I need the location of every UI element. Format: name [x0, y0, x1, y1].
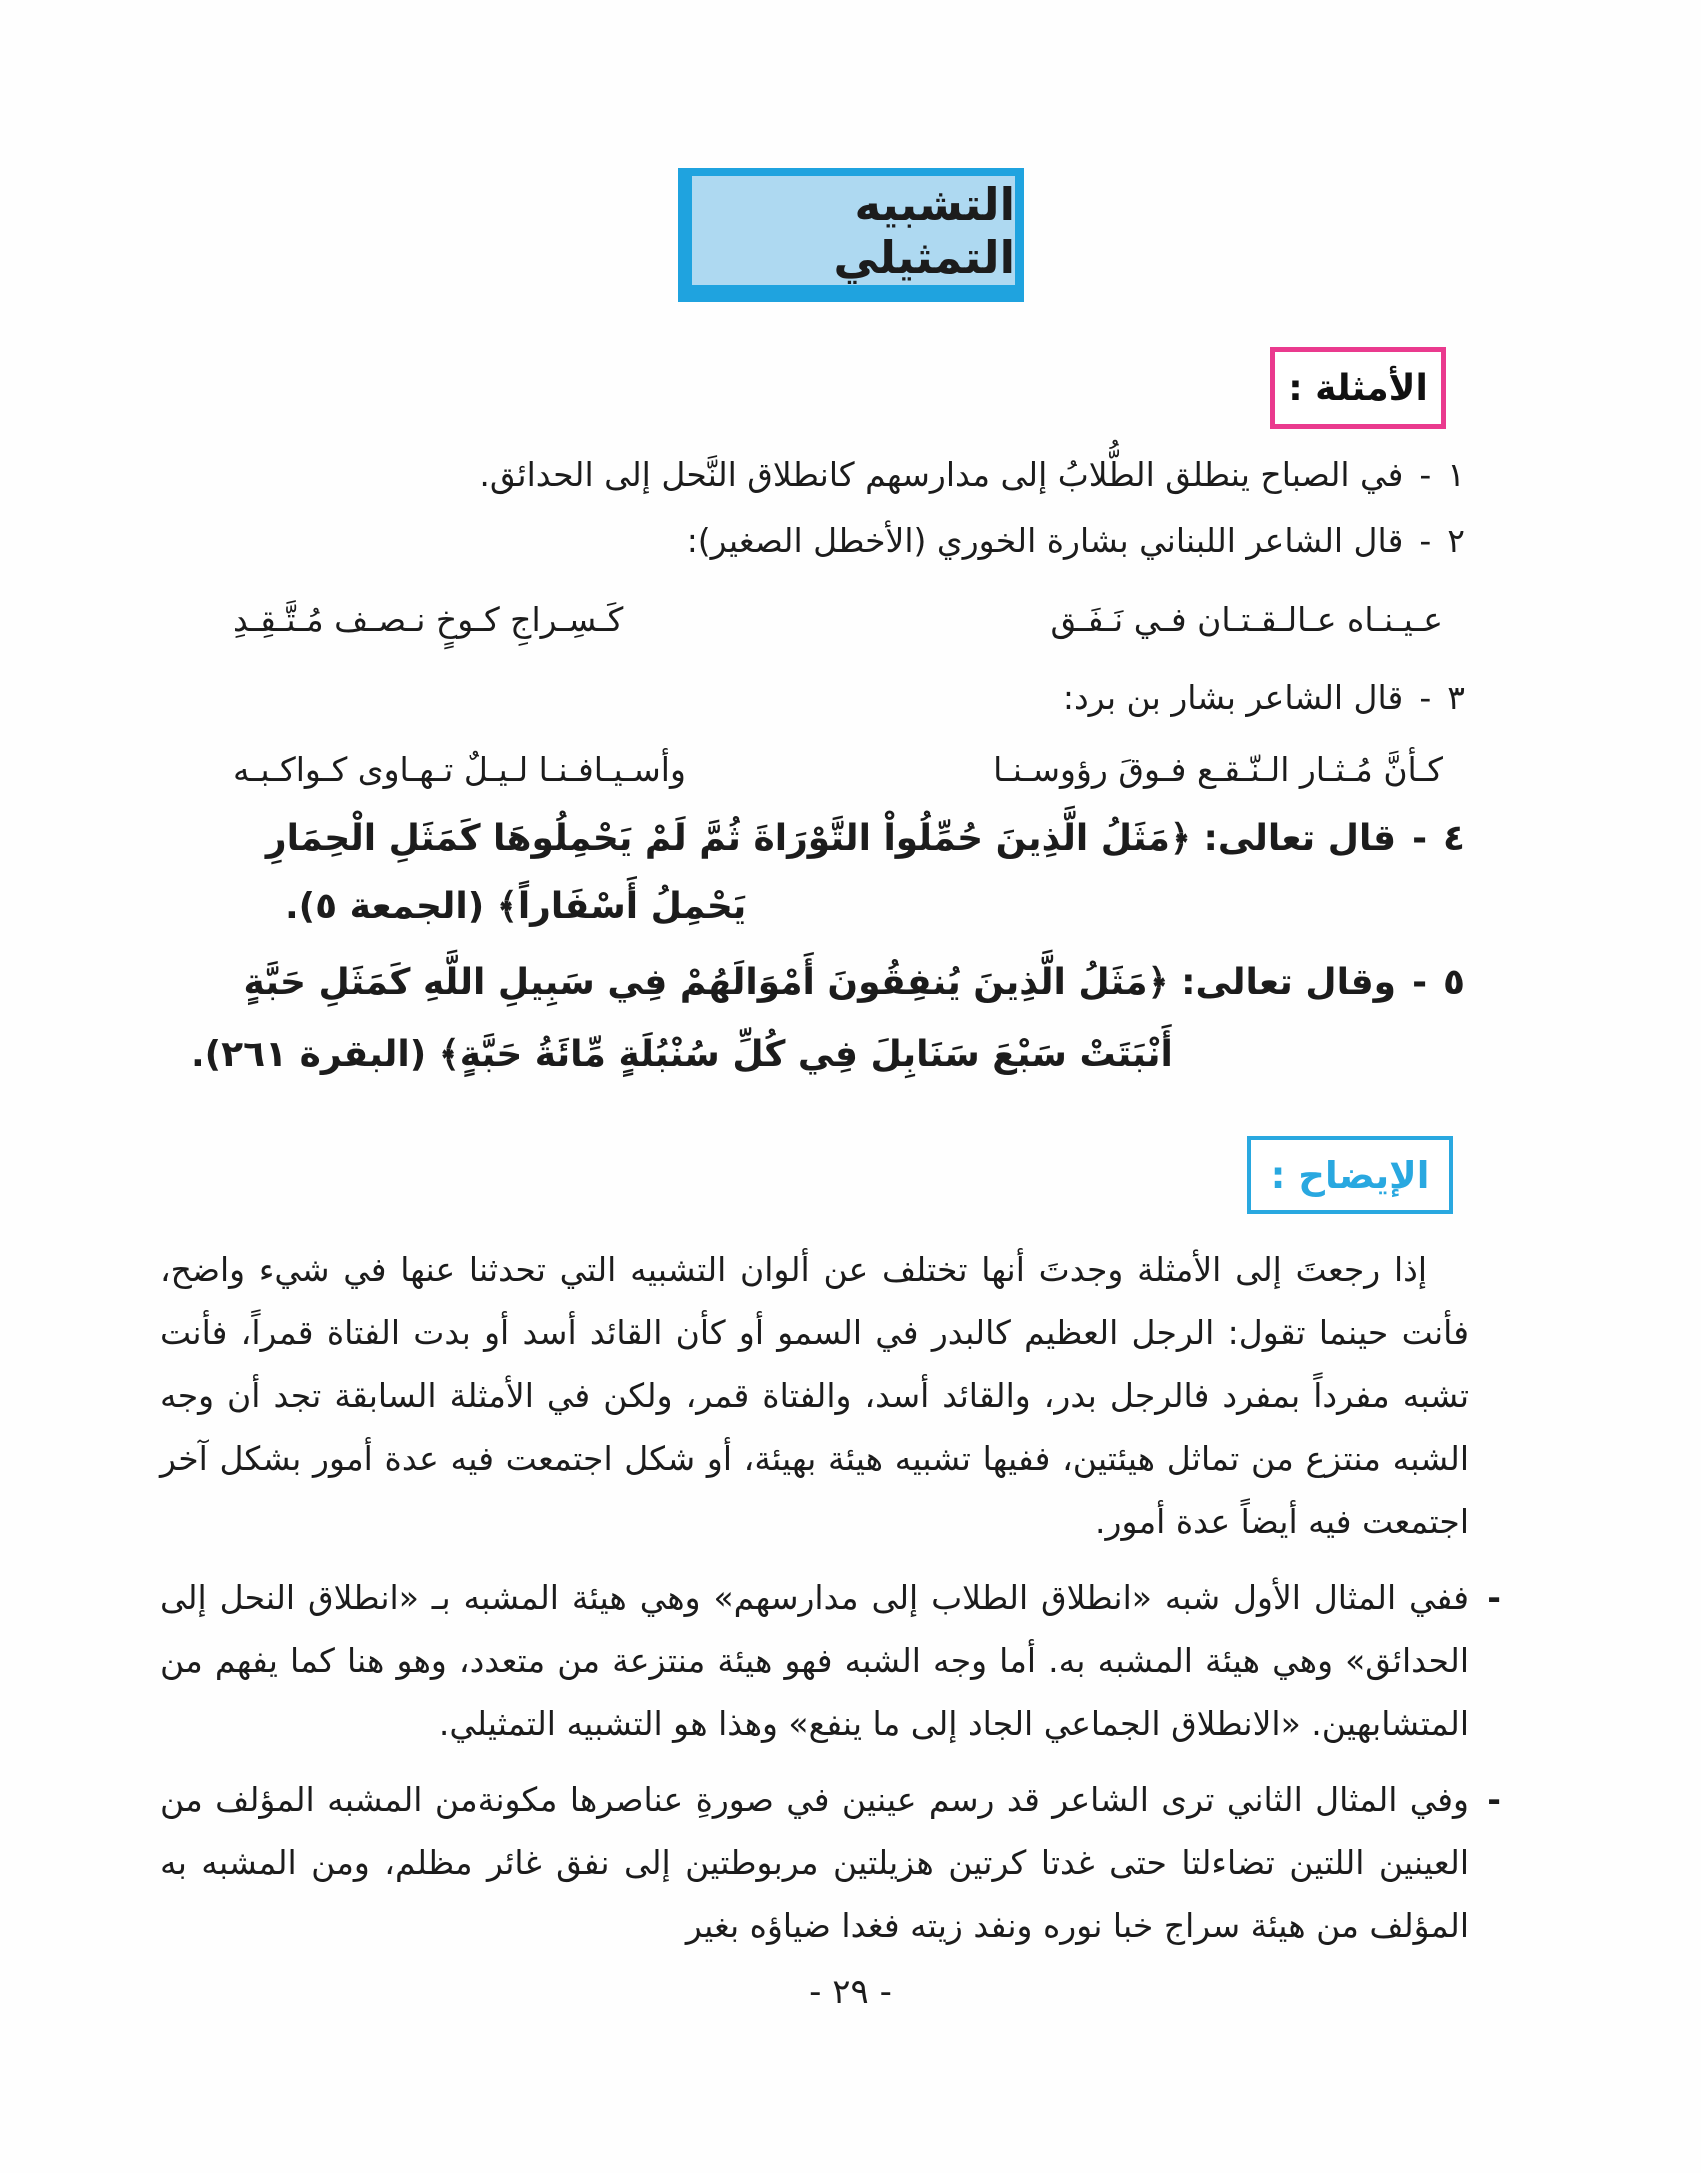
verse-2-left-hemistich: وأسـيـافـنـا لـيـلٌ تـهـاوى كـواكـبـه [233, 750, 686, 789]
clarification-paragraph: إذا رجعتَ إلى الأمثلة وجدتَ أنها تختلف عن ألوان التشبيه التي تحدثنا عنها في شيء واضح، فأنت حينما تقول: الرجل العظيم كالبدر في السمو أو كأن القائد أسد أو بدت الفتاة قمراً، فأنت تشبه مفرداً بمفرد فالرجل بدر، والقائد أسد، والفتاة قمر، ولكن في الأمثلة السابقة تجد أن وجه الشبه منتزع من تماثل هيئتين، ففيها تشبيه هيئة بهيئة، أو شكل اجتمعت فيه عدة أمور بشكل آخر اجتمعت فيه أيضاً عدة أمور. [160, 1250, 1469, 1541]
clarification-heading: الإيضاح : [1270, 1153, 1430, 1197]
item-dash: - [1419, 455, 1432, 494]
item-number: ٢ [1447, 521, 1465, 560]
item-number: ٣ [1447, 678, 1465, 717]
example-item-5 [185, 962, 1465, 1003]
quran-verse-text: وقال تعالى: ﴿مَثَلُ الَّذِينَ يُنفِقُونَ أَمْوَالَهُمْ فِي سَبِيلِ اللَّهِ كَمَثَلِ حَبَّةٍ [243, 962, 1397, 1003]
examples-heading-box [1270, 347, 1446, 429]
verse-1 [233, 600, 1443, 639]
bullet-item-2 [160, 1768, 1501, 1957]
example-item-1 [185, 455, 1465, 494]
bullet-dash-icon: - [1487, 1780, 1501, 1819]
item-text: قال الشاعر اللبناني بشارة الخوري (الأخطل الصغير): [686, 521, 1404, 560]
example-item-2 [185, 521, 1465, 560]
bullet-text: وفي المثال الثاني ترى الشاعر قد رسم عينين في صورةِ عناصرها مكونةمن المشبه المؤلف من العينين اللتين تضاءلتا حتى غدتا كرتين هزيلتين مربوطتين إلى نفق غائر مظلم، ومن المشبه به المؤلف من هيئة سراج خبا نوره ونفد زيته فغدا ضياؤه بغير [160, 1780, 1469, 1945]
example-item-4-continuation: يَحْمِلُ أَسْفَاراً﴾ (الجمعة ٥). [285, 886, 747, 927]
verse-2 [233, 750, 1443, 789]
chapter-title-box [678, 168, 1024, 302]
clarification-heading-box [1247, 1136, 1453, 1214]
example-item-3 [185, 678, 1465, 717]
example-item-5-continuation: أَنْبَتَتْ سَبْعَ سَنَابِلَ فِي كُلِّ سُنْبُلَةٍ مِّائَةُ حَبَّةٍ﴾ (البقرة ٢٦١). [191, 1034, 1173, 1075]
verse-1-left-hemistich: كَـسِـراجِ كـوخٍ نـصـف مُـتَّـقِـدِ [233, 600, 624, 639]
page-number: - ٢٩ - [809, 1972, 892, 2012]
chapter-title: التشبيه التمثيلي [833, 177, 1015, 284]
quran-verse-text: قال تعالى: ﴿مَثَلُ الَّذِينَ حُمِّلُواْ التَّوْرَاةَ ثُمَّ لَمْ يَحْمِلُوهَا كَمَثَلِ الْحِمَارِ [265, 818, 1397, 859]
example-item-4 [185, 818, 1465, 859]
item-dash: - [1419, 521, 1432, 560]
item-text: قال الشاعر بشار بن برد: [1062, 678, 1404, 717]
item-dash: - [1412, 962, 1428, 1003]
item-text: في الصباح ينطلق الطُّلابُ إلى مدارسهم كانطلاق النَّحل إلى الحدائق. [479, 455, 1404, 494]
item-dash: - [1412, 818, 1428, 859]
item-number: ٥ [1443, 962, 1465, 1003]
verse-1-right-hemistich: عـيـنـاه عـالـقـتـان فـي نَـفَـق [1050, 600, 1443, 639]
item-dash: - [1419, 678, 1432, 717]
item-number: ٤ [1443, 818, 1465, 859]
clarification-body [160, 1238, 1501, 1957]
examples-heading: الأمثلة : [1288, 367, 1428, 409]
bullet-item-1 [160, 1566, 1501, 1755]
verse-2-right-hemistich: كـأنَّ مُـثـار الـنّـقـع فـوقَ رؤوسـنـا [993, 750, 1443, 789]
bullet-text: ففي المثال الأول شبه «انطلاق الطلاب إلى مدارسهم» وهي هيئة المشبه بـ «انطلاق النحل إلى الحدائق» وهي هيئة المشبه به. أما وجه الشبه فهو هيئة منتزعة من متعدد، وهو هنا كما يفهم من المتشابهين. «الانطلاق الجماعي الجاد إلى ما ينفع» وهذا هو التشبيه التمثيلي. [160, 1578, 1469, 1743]
item-number: ١ [1447, 455, 1465, 494]
bullet-dash-icon: - [1487, 1578, 1501, 1617]
